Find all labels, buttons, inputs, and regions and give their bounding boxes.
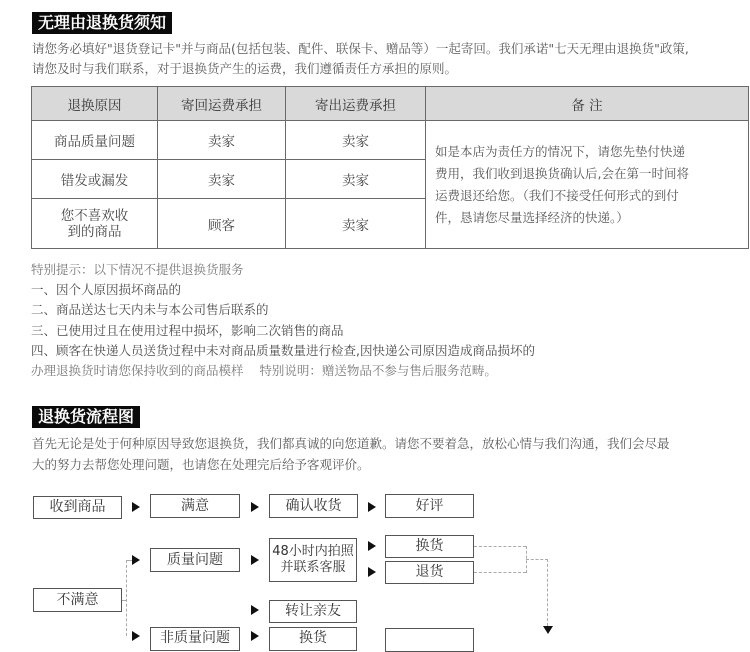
photo-line-2: 并联系客服: [280, 560, 346, 575]
header-send-fee: 寄出运费承担: [286, 87, 426, 121]
arrow-right-icon: [132, 555, 140, 565]
special-tips: [31, 260, 535, 381]
header-return-fee: 寄回运费承担: [158, 87, 286, 121]
flow-box-unsatisfied: 不满意: [33, 588, 122, 612]
arrow-right-icon: [132, 502, 140, 512]
flow-box-transfer: 转让亲友: [269, 600, 357, 623]
header-reason: 退换原因: [32, 87, 158, 121]
cell-return-fee: 顾客: [158, 199, 286, 249]
arrow-right-icon: [368, 567, 376, 577]
cell-send-fee: 卖家: [286, 160, 426, 199]
tips-footer: 办理退换货时请您保持收到的商品模样 特别说明：赠送物品不参与售后服务范畴。: [31, 363, 497, 379]
flow-box-received: 收到商品: [33, 496, 122, 519]
flow-box-return: 退货: [385, 561, 474, 584]
cell-send-fee: 卖家: [286, 199, 426, 249]
cell-return-fee: 卖家: [158, 121, 286, 160]
arrow-right-icon: [251, 502, 259, 512]
note-line: 件，恳请您尽量选择经济的快递。）: [435, 209, 629, 225]
flow-box-photo-contact: [269, 538, 357, 582]
cell-note: [426, 121, 749, 249]
cell-return-fee: 卖家: [158, 160, 286, 199]
flow-box-exchange: 换货: [385, 535, 474, 558]
tips-item: 四、顾客在快递人员送货过程中未对商品质量数量进行检查,因快递公司原因造成商品损坏的: [31, 342, 535, 358]
section-title-return-flow: 退换货流程图: [32, 406, 140, 428]
flow-box-good-review: 好评: [385, 494, 474, 518]
connector-line: [474, 546, 526, 547]
header-note: 备 注: [426, 87, 749, 121]
flow-intro-line-1: 首先无论是处于何种原因导致您退换货，我们都真诚的向您道歉。请您不要着急，放松心情与我们沟通，我们会尽最: [32, 436, 670, 451]
cell-send-fee: 卖家: [286, 121, 426, 160]
arrow-right-icon: [251, 605, 259, 615]
flow-box-confirm: 确认收货: [269, 494, 358, 518]
connector-line: [474, 572, 526, 573]
photo-line-1: 48小时内拍照: [272, 544, 354, 559]
cell-reason: 商品质量问题: [32, 121, 158, 160]
tips-item: 三、已使用过且在使用过程中损坏，影响二次销售的商品: [31, 322, 344, 338]
arrow-right-icon: [132, 631, 140, 641]
policy-intro-line-2: 请您及时与我们联系，对于退换货产生的运费，我们遵循责任方承担的原则。: [32, 61, 458, 76]
connector-line: [526, 559, 548, 560]
flow-box-non-quality: 非质量问题: [150, 627, 240, 651]
tips-item: 二、商品送达七天内未与本公司售后联系的: [31, 302, 269, 318]
tips-item: 一、因个人原因损坏商品的: [31, 282, 182, 298]
arrow-right-icon: [368, 541, 376, 551]
flow-box-quality-issue: 质量问题: [150, 548, 240, 572]
arrow-right-icon: [251, 631, 259, 641]
arrow-right-icon: [368, 502, 376, 512]
policy-intro-line-1: 请您务必填好"退货登记卡"并与商品(包括包装、配件、联保卡、赠品等）一起寄回。我们承诺"七天无理由退换货"政策,: [32, 41, 689, 56]
note-line: 费用，我们收到退换货确认后,会在第一时间将: [435, 165, 689, 181]
connector-line: [547, 559, 548, 626]
cell-reason: 错发或漏发: [32, 160, 158, 199]
arrow-down-icon: [543, 626, 553, 634]
tips-heading: 特别提示：以下情况不提供退换货服务: [31, 262, 244, 277]
note-line: 如是本店为责任方的情况下，请您先垫付快递: [435, 143, 686, 159]
flow-box-empty: [385, 628, 474, 652]
shipping-fee-table: [31, 86, 749, 249]
reason-line-2: 到的商品: [67, 223, 122, 240]
table-row: [32, 121, 749, 160]
section-title-return-policy: 无理由退换货须知: [32, 12, 172, 34]
flow-intro-line-2: 大的努力去帮您处理问题，也请您在处理完后给予客观评价。: [32, 457, 370, 472]
flow-box-satisfied: 满意: [150, 494, 240, 518]
cell-reason: [32, 199, 158, 249]
note-line: 运费退还给您。（我们不接受任何形式的到付: [435, 187, 679, 203]
flow-box-exchange-2: 换货: [269, 627, 357, 651]
reason-line-1: 您不喜欢收: [60, 207, 129, 224]
connector-line: [126, 560, 127, 636]
table-header-row: [32, 87, 749, 121]
arrow-right-icon: [251, 555, 259, 565]
